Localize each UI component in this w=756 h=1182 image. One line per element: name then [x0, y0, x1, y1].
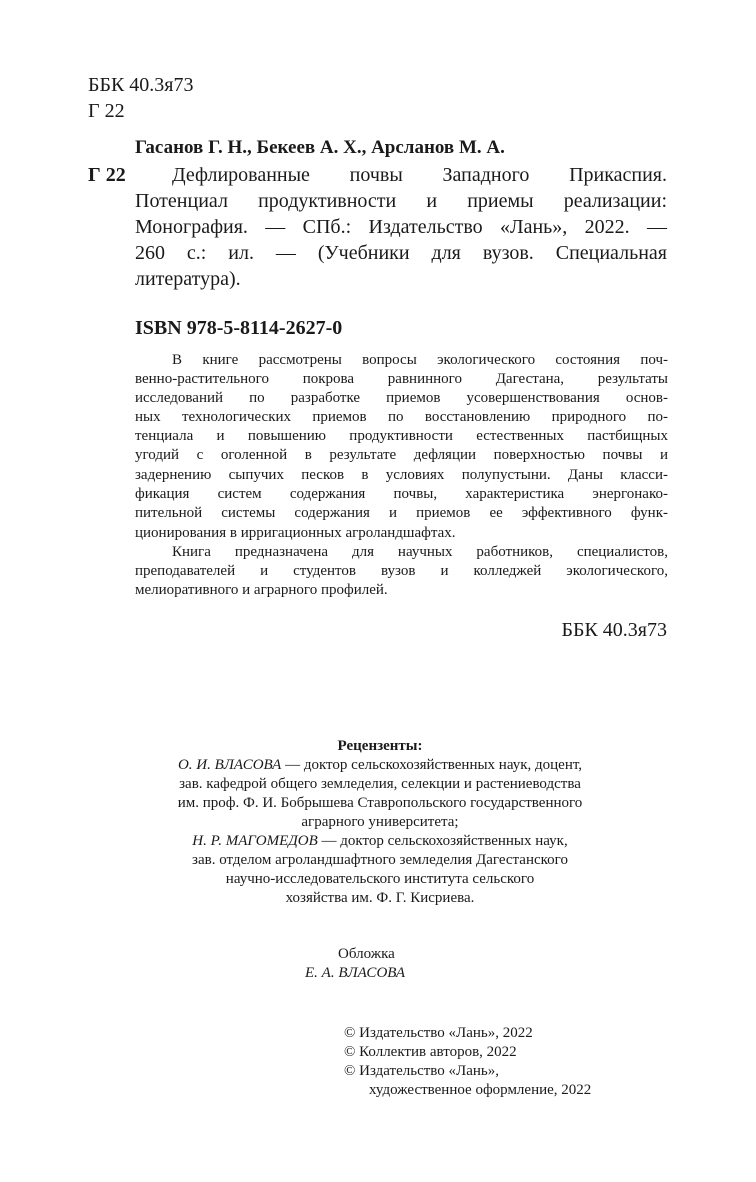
- cover-designer: Е. А. ВЛАСОВА: [305, 965, 406, 981]
- reviewer-desc: — доктор сельскохозяйственных наук,: [317, 833, 568, 849]
- author-mark: Г 22: [88, 164, 126, 186]
- reviewers-heading: Рецензенты:: [337, 738, 423, 754]
- cover-label: Обложка: [338, 946, 395, 962]
- title-line: Потенциал продуктивности и приемы реализации:: [135, 190, 667, 212]
- isbn: ISBN 978-5-8114-2627-0: [135, 317, 343, 339]
- abstract-line: исследований по разработке приемов усовершенствования основ-: [135, 390, 668, 406]
- authors: Гасанов Г. Н., Бекеев А. Х., Арсланов М. А.: [135, 137, 505, 158]
- title-line: Дефлированные почвы Западного Прикаспия.: [172, 164, 667, 186]
- abstract-line: В книге рассмотрены вопросы экологического состояния поч-: [172, 352, 668, 368]
- reviewer-line: им. проф. Ф. И. Бобрышева Ставропольского государственного: [177, 795, 583, 811]
- reviewer-name: О. И. ВЛАСОВА: [177, 757, 282, 773]
- copyright-line: © Издательство «Лань», 2022: [344, 1025, 533, 1041]
- abstract-line: пительной системы содержания и приемов ее эффективного функ-: [135, 505, 668, 521]
- abstract-line: угодий с оголенной в результате дефляции поверхностью почвы и: [135, 447, 668, 463]
- bbk-code-top: ББК 40.3я73: [88, 74, 194, 96]
- reviewer-line: [80, 832, 680, 851]
- abstract-line: Книга предназначена для научных работников, специалистов,: [172, 544, 668, 560]
- copyright-line: художественное оформление, 2022: [369, 1082, 592, 1098]
- author-mark-top: Г 22: [88, 100, 125, 122]
- title-line: Монография. — СПб.: Издательство «Лань», 2022. —: [135, 216, 667, 238]
- reviewer-desc: — доктор сельскохозяйственных наук, доцент,: [281, 757, 583, 773]
- abstract-line: мелиоративного и аграрного профилей.: [135, 582, 388, 598]
- reviewer-line: зав. кафедрой общего земледелия, селекции и растениеводства: [179, 776, 581, 792]
- copyright-line: © Коллектив авторов, 2022: [344, 1044, 517, 1060]
- abstract-line: венно-растительного покрова равнинного Дагестана, результаты: [135, 371, 668, 387]
- abstract-line: ционирования в ирригационных агроландшафтах.: [135, 525, 456, 541]
- reviewer-line: зав. отделом агроландшафтного земледелия Дагестанского: [192, 852, 568, 868]
- bbk-code-bottom: ББК 40.3я73: [561, 619, 667, 641]
- reviewer-line: [80, 756, 680, 775]
- abstract-line: ных технологических приемов по восстановлению природного по-: [135, 409, 668, 425]
- title-line: литература).: [135, 268, 241, 290]
- title-line: 260 с.: ил. — (Учебники для вузов. Специальная: [135, 242, 667, 264]
- abstract-line: тенциала и повышению продуктивности естественных пастбищных: [135, 428, 668, 444]
- reviewer-line: аграрного университета;: [301, 814, 459, 830]
- abstract-line: фикация систем содержания почвы, характеристика энергонако-: [135, 486, 668, 502]
- reviewer-name: Н. Р. МАГОМЕДОВ: [192, 833, 318, 849]
- abstract-line: преподавателей и студентов вузов и колледжей экологического,: [135, 563, 668, 579]
- reviewer-line: научно-исследовательского института сельского: [225, 871, 535, 887]
- reviewer-line: хозяйства им. Ф. Г. Кисриева.: [285, 890, 475, 906]
- abstract-line: задернению сыпучих песков в условиях полупустыни. Даны класси-: [135, 467, 668, 483]
- copyright-line: © Издательство «Лань»,: [344, 1063, 499, 1079]
